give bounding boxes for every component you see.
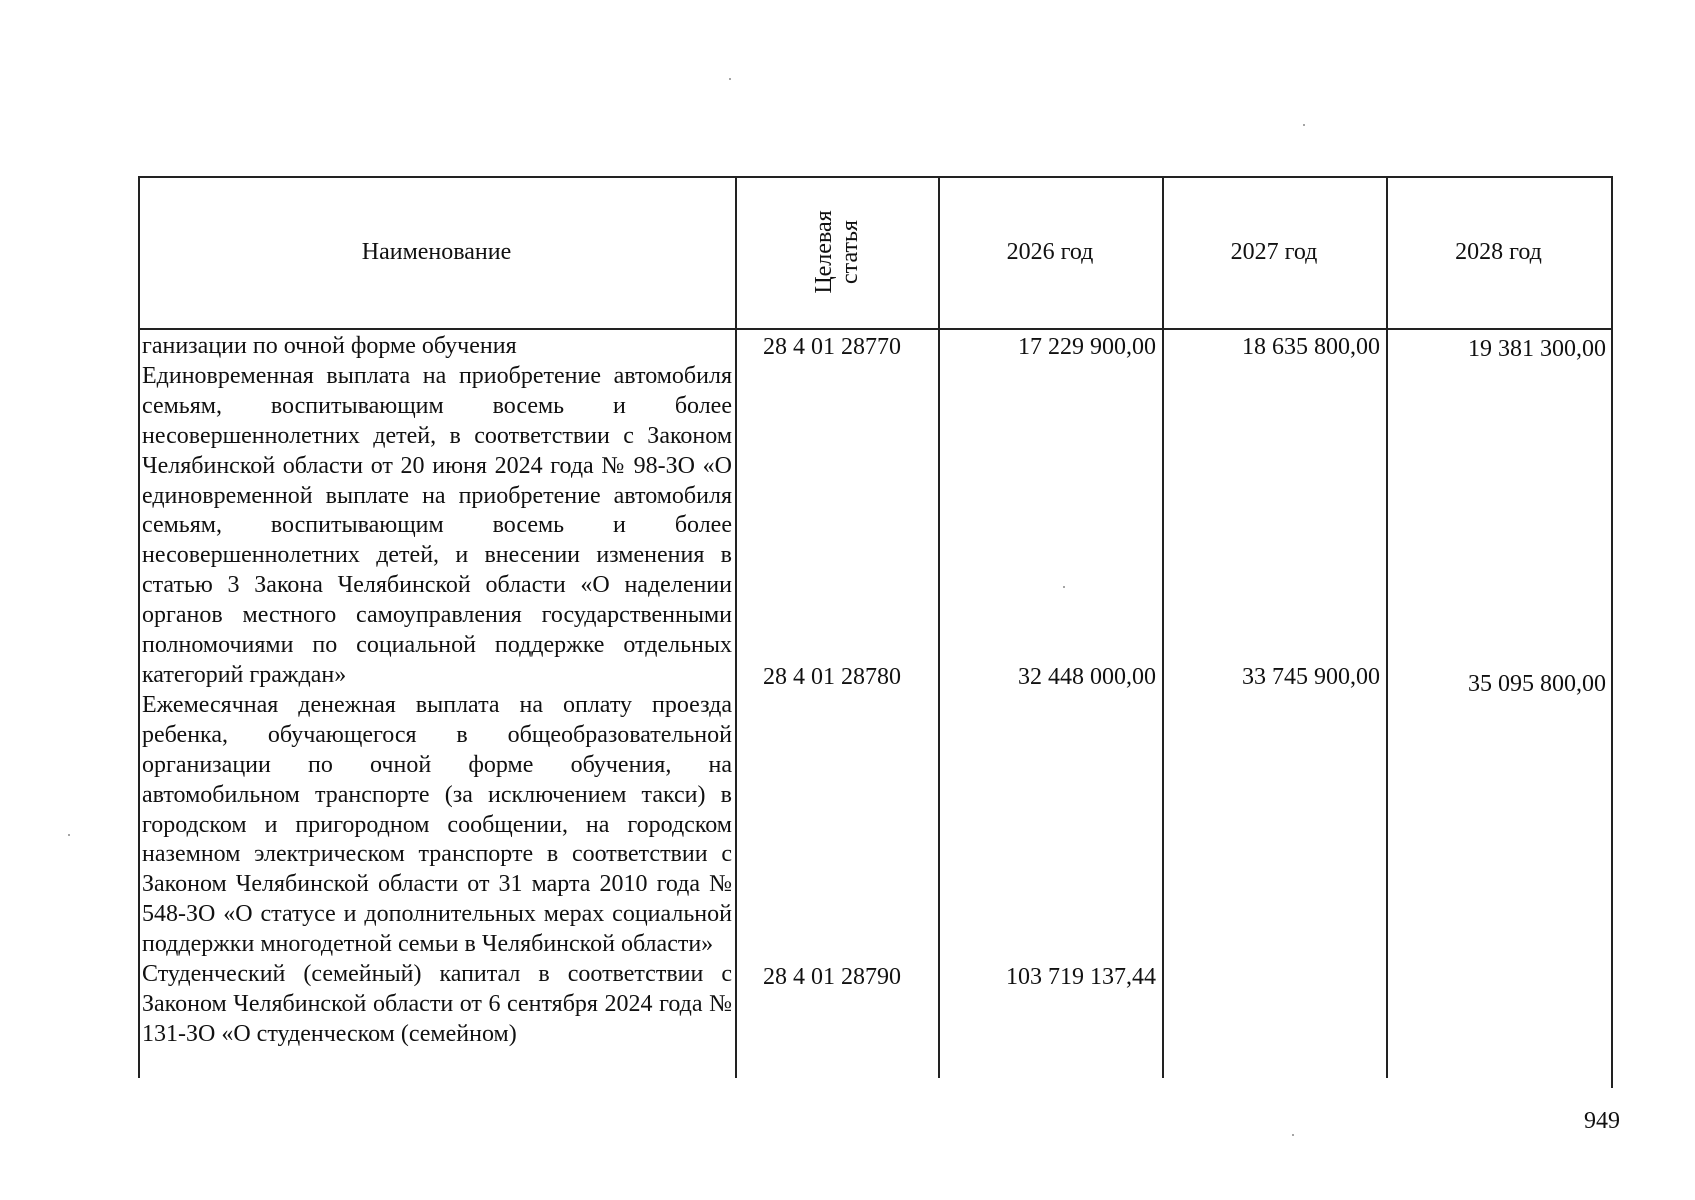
row-2026-3: 103 719 137,44 (1006, 964, 1156, 990)
row-code-1: 28 4 01 28770 (763, 334, 901, 360)
row-text-2: Единовременная выплата на приобретение автомобиля семьям, воспитывающим восемь и более несовершеннолетних детей, в соответствии с Законом Челябинской области от 20 июня 2024 года № 98-ЗО «О единовременной выплате на приобретение автомобиля семьям, воспитывающим восемь и более несовершеннолетних детей, и внесении изменения в статью 3 Закона Челябинской области «О наделении органов местного самоуправления государственными полномочиями по социальной поддержке отдельных категорий граждан» (142, 362, 732, 688)
scan-speck (1063, 586, 1065, 588)
row-text-3: Ежемесячная денежная выплата на оплату проезда ребенка, обучающегося в общеобразовательной организации по очной форме обучения, на автомобильном транспорте (за исключением такси) в городском и пригородном сообщении, на городском наземном электрическом транспорте в соответствии с Законом Челябинской области от 31 марта 2010 года № 548-ЗО «О статусе и дополнительных мерах социальной поддержки многодетной семьи в Челябинской области» (142, 691, 732, 958)
row-2027-1: 18 635 800,00 (1242, 334, 1380, 360)
header-name-label: Наименование (361, 238, 512, 265)
header-code-label: Целевая статья (810, 210, 863, 294)
header-name (138, 176, 735, 328)
header-2027-label: 2027 год (1230, 238, 1318, 265)
scan-speck (729, 78, 731, 80)
scan-speck (1303, 124, 1305, 126)
scan-speck (68, 834, 70, 836)
scan-speck (1292, 1134, 1294, 1136)
description-column (142, 332, 732, 1050)
row-text-1: ганизации по очной форме обучения (142, 333, 517, 359)
row-code-2: 28 4 01 28780 (763, 664, 901, 690)
header-2026 (938, 176, 1162, 328)
header-bottom-border (138, 328, 1613, 330)
row-text-4: Студенческий (семейный) капитал в соответствии с Законом Челябинской области от 6 сентября 2024 года № 131-ЗО «О студенческом (семейном) (142, 961, 732, 1047)
budget-table (138, 176, 1613, 1078)
row-code-3: 28 4 01 28790 (763, 964, 901, 990)
page-number: 949 (1584, 1108, 1620, 1134)
table-right-border (1611, 176, 1613, 1088)
row-2028-2: 35 095 800,00 (1468, 671, 1606, 697)
row-2028-1: 19 381 300,00 (1468, 336, 1606, 362)
row-2026-1: 17 229 900,00 (1018, 334, 1156, 360)
header-code (735, 176, 938, 328)
row-2027-2: 33 745 900,00 (1242, 664, 1380, 690)
header-2026-label: 2026 год (1006, 238, 1094, 265)
row-2026-2: 32 448 000,00 (1018, 664, 1156, 690)
header-2027 (1162, 176, 1386, 328)
header-2028 (1386, 176, 1611, 328)
header-2028-label: 2028 год (1455, 238, 1542, 265)
